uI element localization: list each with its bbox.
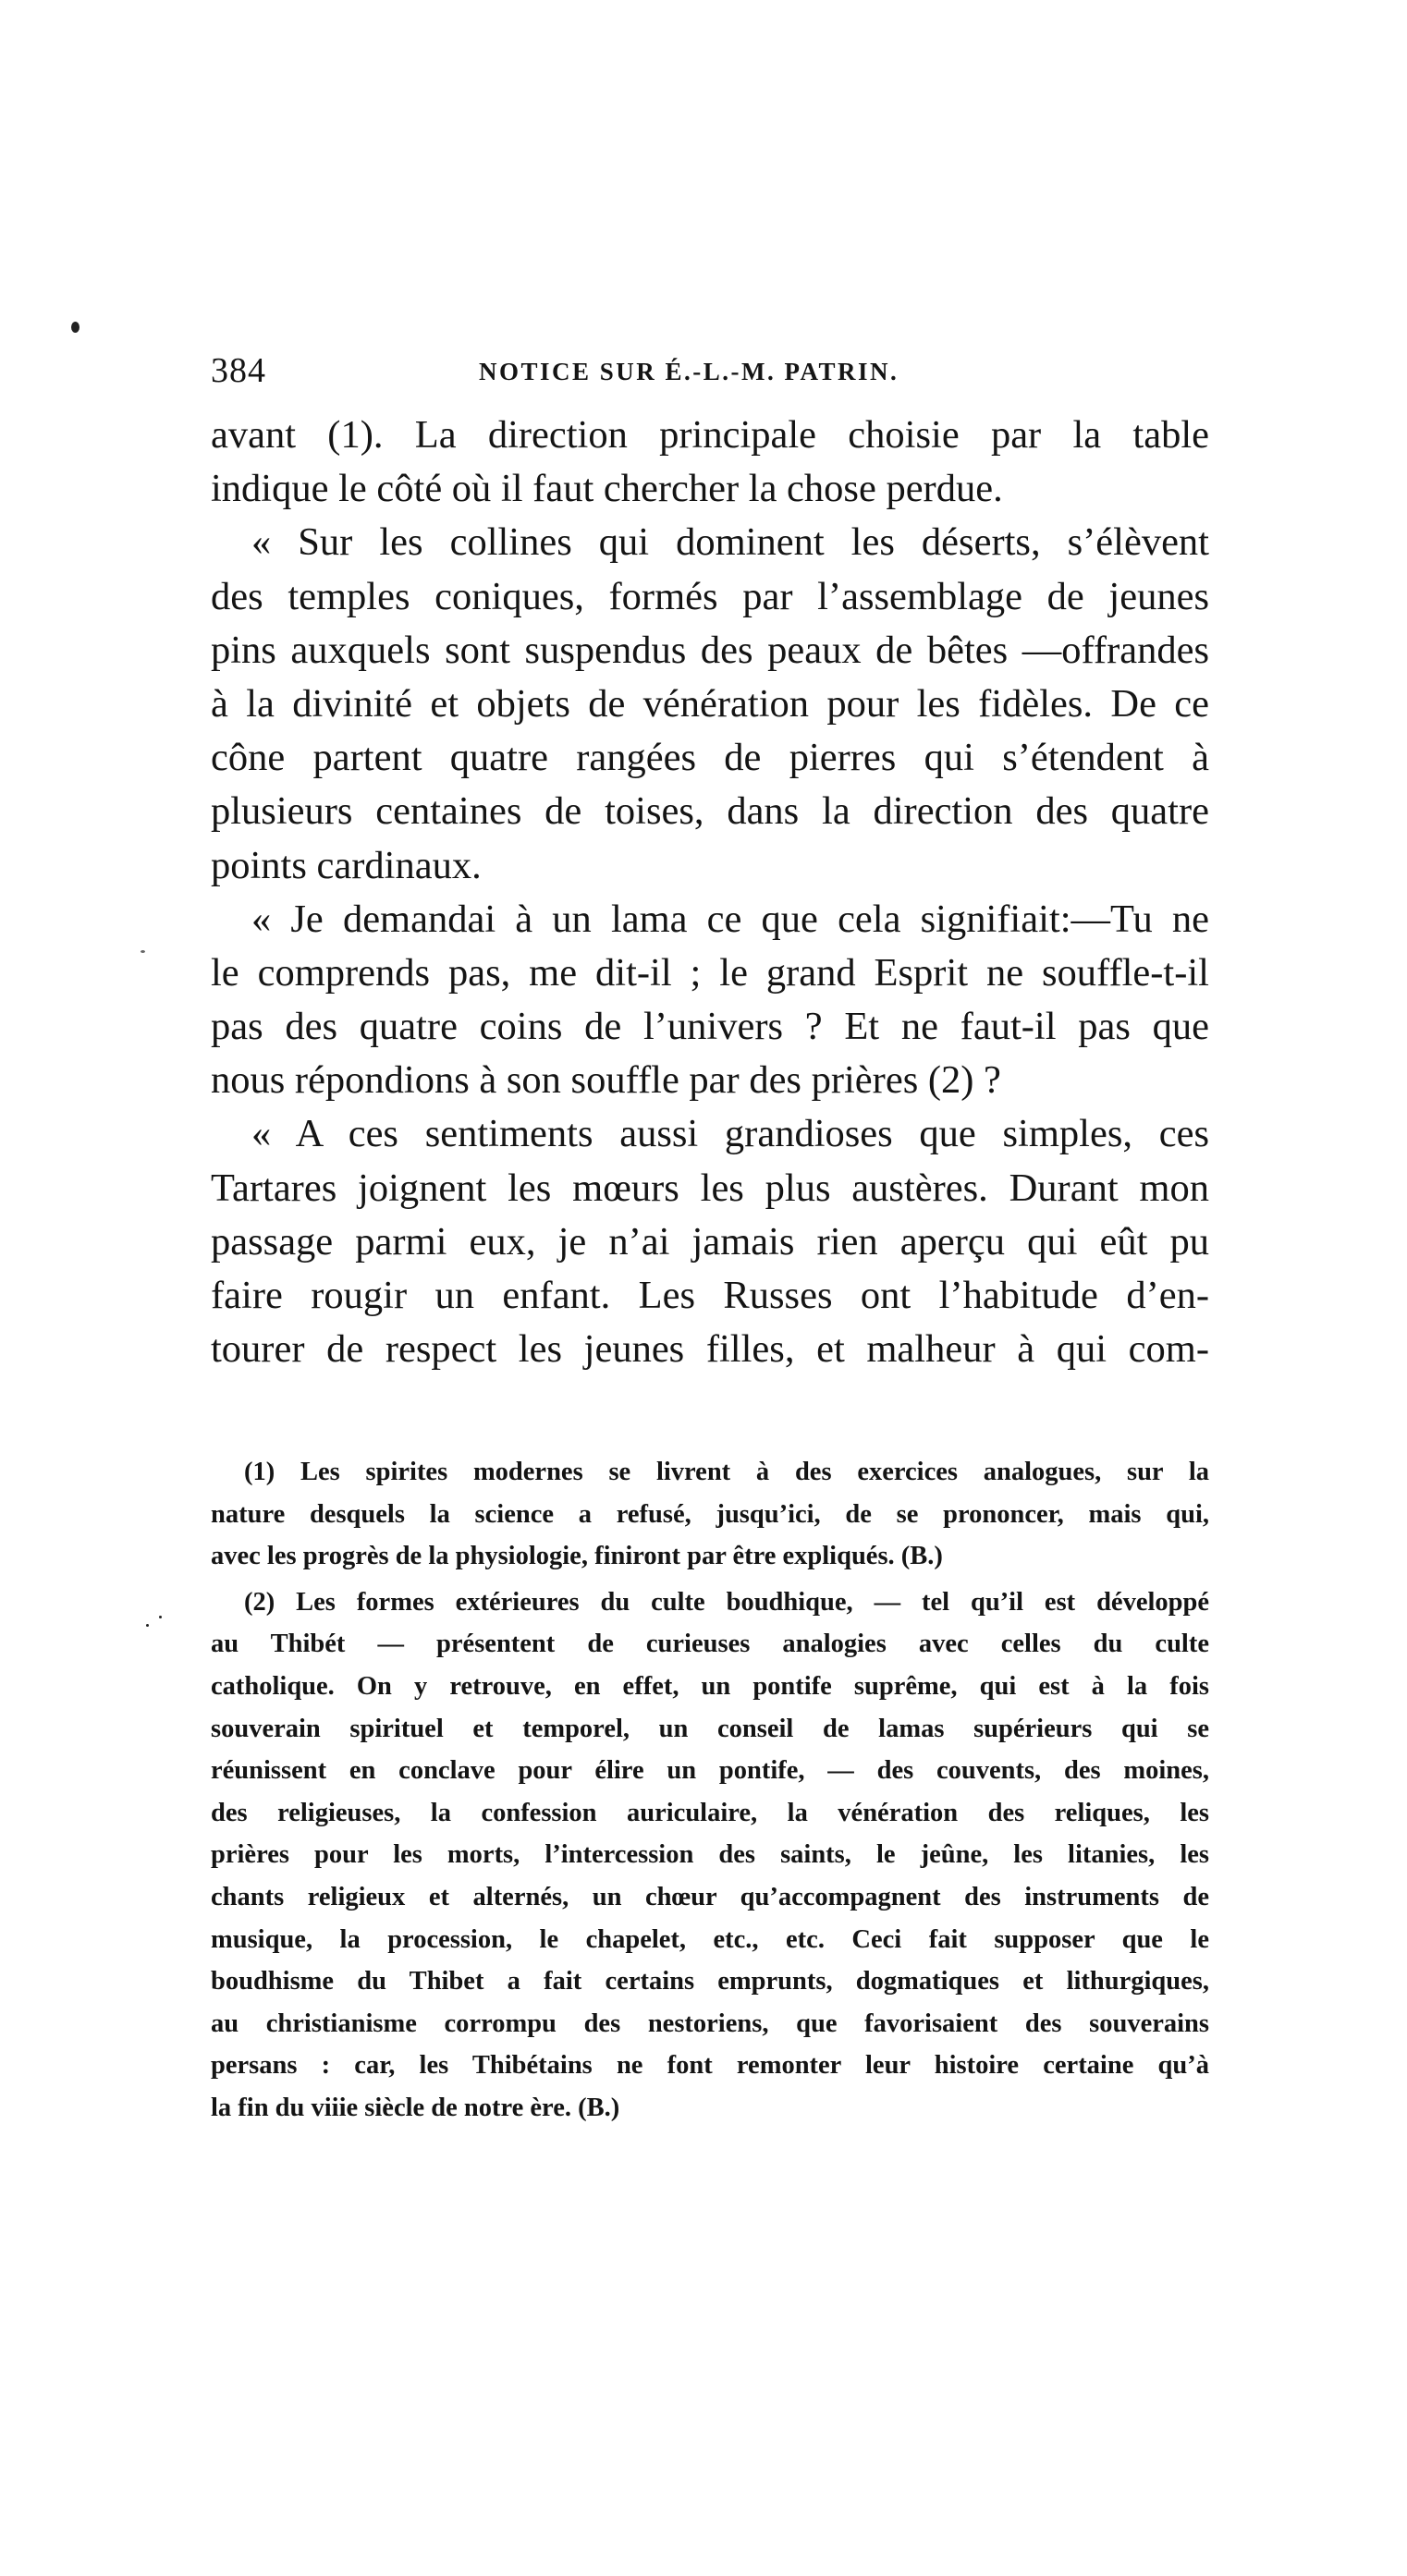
text-line: avant (1). La direction principale choisie par la table xyxy=(211,413,1209,457)
page-number: 384 xyxy=(211,351,266,390)
text-line: pins auxquels sont suspendus des peaux de bêtes —offrandes xyxy=(211,628,1209,672)
ink-speck xyxy=(146,1624,149,1627)
text-line: tourer de respect les jeunes filles, et malheur à qui com- xyxy=(211,1327,1209,1372)
footnotes xyxy=(211,1451,1209,2130)
text-line: indique le côté où il faut chercher la chose perdue. xyxy=(211,467,1003,511)
footnote-line: musique, la procession, le chapelet, etc., etc. Ceci fait supposer que le xyxy=(211,1924,1209,1954)
text-line: plusieurs centaines de toises, dans la direction des quatre xyxy=(211,789,1209,834)
footnote-line: réunissent en conclave pour élire un pontife, — des couvents, des moines, xyxy=(211,1756,1209,1786)
text-line: points cardinaux. xyxy=(211,843,482,887)
footnote-line: avec les progrès de la physiologie, finiront par être expliqués. (B.) xyxy=(211,1542,943,1571)
footnote-2 xyxy=(211,1581,1209,2130)
footnote-line: des religieuses, la confession auriculaire, la vénération des reliques, les xyxy=(211,1798,1209,1827)
footnote-line: au christianisme corrompu des nestoriens, que favorisaient des souverains xyxy=(211,2008,1209,2038)
footnote-1 xyxy=(211,1451,1209,1578)
footnote-line: persans : car, les Thibétains ne font remonter leur histoire certaine qu’à xyxy=(211,2051,1209,2081)
footnote-line: (2) Les formes extérieures du culte boudhique, — tel qu’il est développé xyxy=(244,1587,1209,1617)
footnote-line: souverain spirituel et temporel, un conseil de lamas supérieurs qui se xyxy=(211,1714,1209,1743)
footnote-line: chants religieux et alternés, un chœur qu’accompagnent des instruments de xyxy=(211,1882,1209,1911)
text-line: le comprends pas, me dit-il ; le grand Esprit ne souffle-t-il xyxy=(211,950,1209,995)
text-line: faire rougir un enfant. Les Russes ont l’habitude d’en- xyxy=(211,1274,1209,1317)
ink-speck xyxy=(159,1616,162,1618)
footnote-line: prières pour les morts, l’intercession des saints, le jeûne, les litanies, les xyxy=(211,1840,1209,1870)
text-line: des temples coniques, formés par l’assemblage de jeunes xyxy=(211,574,1209,618)
footnote-line: la fin du viiie siècle de notre ère. (B.) xyxy=(211,2093,620,2122)
text-line: Tartares joignent les mœurs les plus austères. Durant mon xyxy=(211,1166,1209,1210)
text-line: cône partent quatre rangées de pierres qui s’étendent à xyxy=(211,736,1209,780)
running-title: NOTICE SUR É.-L.-M. PATRIN. xyxy=(479,358,899,385)
text-line: à la divinité et objets de vénération pour les fidèles. De ce xyxy=(211,681,1209,726)
text-line: « A ces sentiments aussi grandioses que simples, ces xyxy=(251,1112,1209,1156)
page-header xyxy=(211,349,1209,396)
footnote-line: catholique. On y retrouve, en effet, un pontife suprême, qui est à la fois xyxy=(211,1671,1209,1701)
footnote-line: nature desquels la science a refusé, jusqu’ici, de se prononcer, mais qui, xyxy=(211,1499,1209,1529)
ink-speck xyxy=(141,950,145,953)
main-text xyxy=(211,409,1209,1376)
text-line: pas des quatre coins de l’univers ? Et ne faut-il pas que xyxy=(211,1005,1209,1049)
footnote-line: au Thibét — présentent de curieuses analogies avec celles du culte xyxy=(211,1630,1209,1659)
text-line: « Sur les collines qui dominent les déserts, s’élèvent xyxy=(251,520,1209,565)
footnote-line: boudhisme du Thibet a fait certains emprunts, dogmatiques et lithurgiques, xyxy=(211,1967,1209,1996)
text-line: nous répondions à son souffle par des prières (2) ? xyxy=(211,1058,1001,1103)
text-line: « Je demandai à un lama ce que cela signifiait:—Tu ne xyxy=(251,897,1209,941)
text-line: passage parmi eux, je n’ai jamais rien aperçu qui eût pu xyxy=(211,1219,1209,1264)
footnote-line: (1) Les spirites modernes se livrent à des exercices analogues, sur la xyxy=(244,1458,1209,1486)
ink-speck xyxy=(71,322,80,333)
